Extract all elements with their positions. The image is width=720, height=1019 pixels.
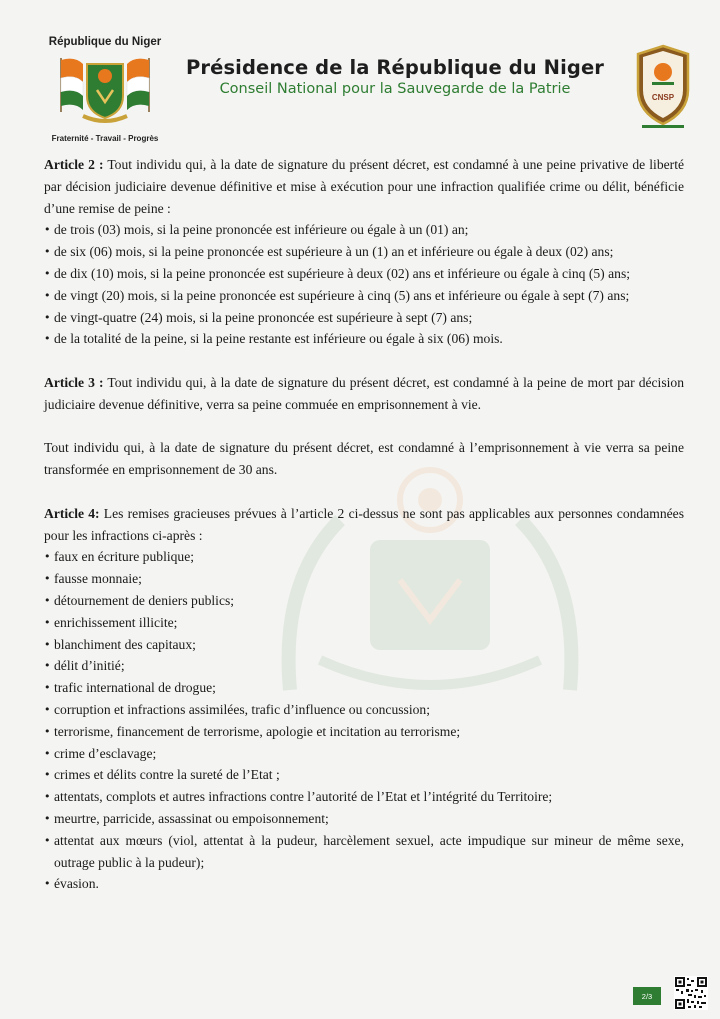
bullet-icon: • [44,288,51,302]
article-2-intro-text: Tout individu qui, à la date de signature du présent décret, est condamné à une peine privative de liberté par décision judiciaire devenue définitive et mise à exécution pour une infraction qualifiée crime ou délit, bénéficie d’une remise de peine : [44,157,685,216]
list-item: • meurtre, parricide, assassinat ou empoisonnement; [44,808,684,830]
list-item: • crime d’esclavage; [44,743,684,765]
article-4-intro [44,503,684,547]
republic-motto: Fraternité - Travail - Progrès [51,134,159,143]
niger-coat-of-arms-icon [53,52,157,126]
list-item: • de vingt-quatre (24) mois, si la peine prononcée est supérieure à sept (7) ans; [44,307,684,329]
article-3 [44,372,684,416]
bullet-icon: • [44,877,51,891]
bullet-icon: • [44,768,51,782]
qr-code-icon [674,976,708,1010]
bullet-icon: • [44,266,51,280]
article-2-list [44,219,684,350]
decree-body [44,154,684,895]
bullet-icon: • [44,746,51,760]
cnsp-logo-icon [634,44,692,130]
list-item: • attentat aux mœurs (viol, attentat à la pudeur, harcèlement sexuel, acte impudique sur mineur de même sexe, outrage public à la pudeur); [44,830,684,874]
list-item: • blanchiment des capitaux; [44,634,684,656]
republic-emblem-block [40,36,170,143]
republic-label: République du Niger [48,36,162,48]
bullet-icon: • [44,245,51,259]
cnsp-logo-text: CNSP [651,93,675,102]
bullet-icon: • [44,550,51,564]
page-number: 2/3 [633,987,661,1005]
bullet-icon: • [44,572,51,586]
bullet-icon: • [44,833,51,847]
bullet-icon: • [44,811,51,825]
list-item: • de dix (10) mois, si la peine prononcée est supérieure à deux (02) ans et inférieure ou égale à cinq (5) ans; [44,263,684,285]
bullet-icon: • [44,681,51,695]
article-3-text: Tout individu qui, à la date de signature du présent décret, est condamné à la peine de mort par décision judiciaire devenue définitive, verra sa peine commuée en emprisonnement à vie. [44,374,684,412]
list-item: • attentats, complots et autres infractions contre l’autorité de l’Etat et l’intégrité du Territoire; [44,786,684,808]
bullet-icon: • [44,790,51,804]
article-2-intro [44,154,684,219]
list-item: • crimes et délits contre la sureté de l’Etat ; [44,764,684,786]
bullet-icon: • [44,310,51,324]
list-item: • faux en écriture publique; [44,546,684,568]
article-3-label: Article 3 : [44,374,104,390]
bullet-icon: • [44,702,51,716]
article-4-list [44,546,684,895]
list-item: • détournement de deniers publics; [44,590,684,612]
article-4-label: Article 4: [44,505,100,521]
list-item: • terrorisme, financement de terrorisme, apologie et incitation au terrorisme; [44,721,684,743]
bullet-icon: • [44,223,51,237]
list-item: • de six (06) mois, si la peine prononcée est supérieure à un (1) an et inférieure ou égale à deux (02) ans; [44,241,684,263]
article-3-paragraph-2: Tout individu qui, à la date de signature du présent décret, est condamné à l’emprisonnement à vie verra sa peine transformée en emprisonnement de 30 ans. [44,440,684,478]
list-item: • de la totalité de la peine, si la peine restante est inférieure ou égale à six (06) mois. [44,328,684,350]
bullet-icon: • [44,659,51,673]
page-title: Présidence de la République du Niger [186,56,604,79]
list-item: • délit d’initié; [44,655,684,677]
list-item: • trafic international de drogue; [44,677,684,699]
bullet-icon: • [44,593,51,607]
bullet-icon: • [44,724,51,738]
bullet-icon: • [44,332,51,346]
list-item: • fausse monnaie; [44,568,684,590]
page-header [0,0,720,145]
list-item: • évasion. [44,873,684,895]
article-4-intro-text: Les remises gracieuses prévues à l’article 2 ci-dessus ne sont pas applicables aux personnes condamnées pour les infractions ci-après : [44,505,684,543]
bullet-icon: • [44,615,51,629]
list-item: • corruption et infractions assimilées, trafic d’influence ou concussion; [44,699,684,721]
list-item: • de trois (03) mois, si la peine prononcée est inférieure ou égale à un (01) an; [44,219,684,241]
list-item: • enrichissement illicite; [44,612,684,634]
bullet-icon: • [44,637,51,651]
list-item: • de vingt (20) mois, si la peine prononcée est supérieure à cinq (5) ans et inférieure ou égale à sept (7) ans; [44,285,684,307]
header-title-block [175,56,615,97]
page-subtitle: Conseil National pour la Sauvegarde de la Patrie [219,81,571,97]
article-2-label: Article 2 : [44,157,104,172]
